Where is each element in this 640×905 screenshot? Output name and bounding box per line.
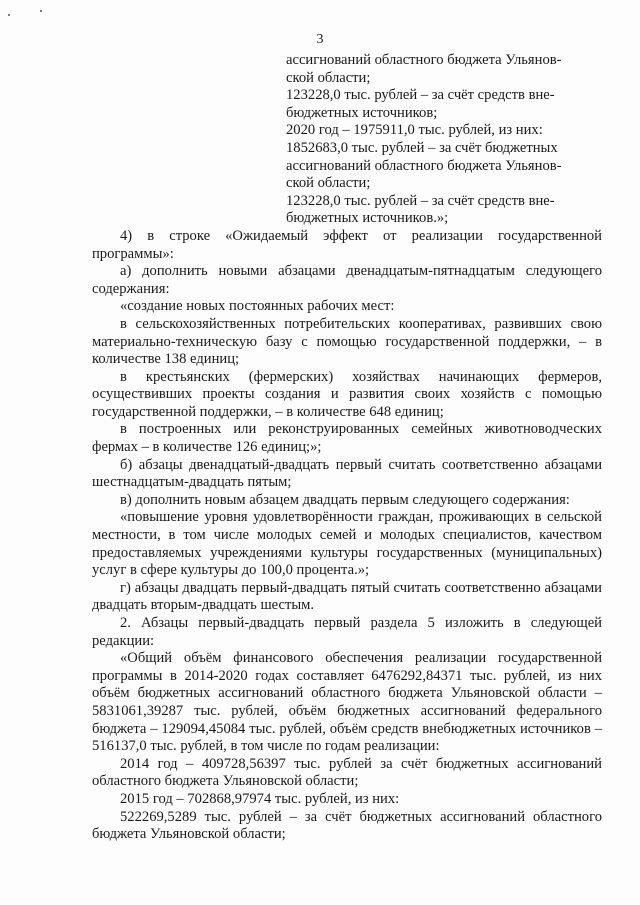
paragraph: в крестьянских (фермерских) хозяйствах начинающих фермеров, осуществивших проекты создания и развития своих хозяйств с помощью государственной поддержки, – в количестве 648 единиц; (92, 368, 602, 420)
paragraph: 4) в строке «Ожидаемый эффект от реализации государственной программы»: (92, 227, 602, 262)
block-line: ской области; (286, 175, 371, 192)
scan-dot (40, 10, 42, 12)
paragraph: а) дополнить новыми абзацами двенадцатым-пятнадцатым следующего содержания: (92, 263, 602, 297)
paragraph: в) дополнить новым абзацем двадцать первым следующего содержания: (120, 491, 570, 508)
block-line: ассигнований областного бюджета Ульянов- (286, 52, 562, 68)
page-number: 3 (316, 32, 324, 47)
block-line: бюджетных источников.»; (286, 210, 449, 227)
paragraph: «Общий объём финансового обеспечения реализации государственной программы в 2014-2020 годах составляет 6476292,84371 тыс. рублей, из них объём бюджетных ассигнований областного бюджета Ульяновской области – 5831061,39287 тыс. рублей, объём бюджетных ассигнований федерального бюджета – 129094,45084 тыс. рублей, объём средств внебюджетных источников – 516137,0 тыс. рублей, в том числе по годам реализации: (92, 650, 602, 755)
paragraph: г) абзацы двадцать первый-двадцать пятый считать соответственно абзацами двадцать вторым-двадцать шестым. (92, 579, 602, 614)
block-line: 123228,0 тыс. рублей – за счёт средств вне- (286, 87, 555, 104)
paragraph: 2014 год – 409728,56397 тыс. рублей за счёт бюджетных ассигнований областного бюджета Ульяновской области; (92, 755, 602, 790)
paragraph: «повышение уровня удовлетворённости граждан, проживающих в сельской местности, в том числе молодых семей и молодых специалистов, качеством предоставляемых учреждениями культуры государственных (муниципальных) услуг в сфере культуры до 100,0 процента.»; (92, 509, 602, 579)
paragraph: в построенных или реконструированных семейных животноводческих фермах – в количестве 126 единиц;»; (92, 421, 602, 456)
block-line: 2020 год – 1975911,0 тыс. рублей, из них: (286, 122, 543, 139)
paragraph: 2015 год – 702868,97974 тыс. рублей, из них: (120, 790, 400, 807)
budget-continuation-block (286, 52, 602, 228)
block-line: бюджетных источников; (286, 104, 438, 121)
scan-dot (8, 14, 10, 16)
paragraph: 522269,5289 тыс. рублей – за счёт бюджетных ассигнований областного бюджета Ульяновской области; (92, 808, 602, 843)
paragraph: 2. Абзацы первый-двадцать первый раздела 5 изложить в следующей редакции: (92, 615, 602, 649)
block-line: ской области; (286, 69, 371, 86)
paragraph: в сельскохозяйственных потребительских кооперативах, развивших свою материально-техническую базу с помощью государственной поддержки, – в количестве 138 единиц; (92, 315, 602, 368)
block-line: ассигнований областного бюджета Ульянов- (286, 157, 562, 174)
block-line: 123228,0 тыс. рублей – за счёт средств вне- (286, 192, 555, 209)
paragraph: «создание новых постоянных рабочих мест: (120, 298, 395, 315)
block-line: 1852683,0 тыс. рублей – за счёт бюджетных (286, 139, 558, 156)
paragraph: б) абзацы двенадцатый-двадцать первый считать соответственно абзацами шестнадцатым-двадцать пятым; (92, 456, 602, 491)
document-body (92, 52, 602, 844)
